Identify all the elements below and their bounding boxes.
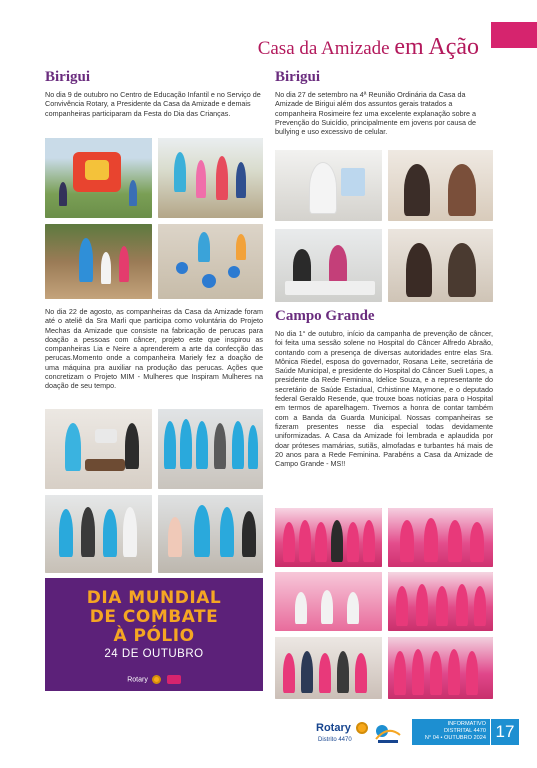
end-polio-icon [167,675,181,684]
info-line1: INFORMATIVO [447,721,486,727]
photo-meeting-presentation [275,150,382,221]
photo-campo-grande-ceremony-1 [275,508,382,567]
right-section2-title: Campo Grande [275,308,375,324]
info-line3: N° 04 • OUTUBRO 2024 [424,735,486,741]
footer-rotary-text: Rotary [316,722,351,734]
photo-campo-grande-authorities [275,637,382,699]
footer-rotary-logo [316,722,368,734]
photo-campo-grande-members [388,637,493,699]
photo-meeting-members-2 [388,229,493,302]
page-number: 17 [491,719,519,745]
left-section1-text: No dia 9 de outubro no Centro de Educação Infantil e no Serviço de Convivência Rotary, a Presidente da Casa da Amizade e demais companheiras participaram da Festa do Dia das Crianças. [45,90,261,118]
photo-children-painting-floor [158,224,263,299]
photo-children-party-kids [158,138,263,218]
info-line2: DISTRITAL 4470 [444,728,486,734]
magazine-section-title [258,34,479,61]
photo-meeting-table [275,229,382,302]
photo-children-playground [45,224,152,299]
rotary-wheel-icon [356,722,368,734]
newsletter-info-box [412,719,490,745]
right-section1-title: Birigui [275,69,321,85]
photo-meeting-members-1 [388,150,493,221]
banner-line2: DE COMBATE [89,607,219,627]
banner-line3: À PÓLIO [113,626,195,646]
left-section1-title: Birigui [45,69,91,85]
photo-sewing-workshop-1 [45,409,152,489]
right-section1-text: No dia 27 de setembro na 4ª Reunião Ordinária da Casa da Amizade de Birigui além dos assuntos gerais tratados a companheira Rosimeire fez uma excelente explanação sobre a Prevenção do Suicídio, principalmente em jovens por causa de bullying e uso excessivo de celular. [275,90,476,137]
photo-wig-donation-1 [45,495,152,573]
banner-date: 24 DE OUTUBRO [104,648,204,660]
banner-rotary-text: Rotary [127,676,148,684]
header-accent-bar [491,22,537,48]
right-section2-text: No dia 1° de outubro, início da campanha de prevenção de câncer, foi feita uma sessão solene no Hospital do Câncer Alfredo Abraão, contando com a presença de diversas autoridades entre elas Sra. Mônica Riedel, esposa do governador, Rosana Leite, secretária de Saúde Municipal, e presidente do Hospital do Câncer Sueli Lopes, a presidente da Rede Feminina, Idelice Souza, e a representante do secretário de Saúde Estadual, Crhistinne Maymone, e o deputado federal Geraldo Resende, que trouxe boas notícias para o Hospital em termos de aparelhagem. Tivemos a honra de contar também com a Banda da Guarda Municipal. Nossas companheiras se fizeram presentes nesse dia especial todas devidamente uniformizadas. A Casa da Amizade foi lembrada e aplaudida por doar próteses mamárias, sutiãs, almofadas e turbantes há mais de 20 anos para a Rede Feminina. Parabéns a Casa da Amizade de Campo Grande - MS!! [275,329,493,469]
photo-sewing-workshop-group [158,409,263,489]
banner-rotary-logo [45,675,263,684]
photo-wig-donation-2 [158,495,263,573]
header-title-part1: Casa da Amizade [257,38,390,59]
banner-line1: DIA MUNDIAL [86,588,222,608]
partner-logo-icon [372,721,404,745]
photo-campo-grande-ceremony-2 [388,508,493,567]
header-title-part2: em Ação [394,34,479,60]
photo-children-party-inflatable [45,138,152,218]
footer-district: Distrito 4470 [318,737,352,743]
photo-campo-grande-stage [275,572,382,631]
polio-day-banner [45,578,263,691]
rotary-wheel-icon [152,675,161,684]
photo-campo-grande-group [388,572,493,631]
left-section2-text: No dia 22 de agosto, as companheiras da Casa da Amizade foram até o ateliê da Sra Marli que participa como voluntária do Projeto Mechas da Amizade que consiste na fabricação de perucas para doação a pessoas com câncer, projeto este que inspirou as companheiras Lia e Neire a aprenderem a arte da confecção das perucas.Momento onde a companheira Mariely fez a doação de uma máquina pra auxiliar na produção das perucas. Ações que concretizam o Projeto MIM - Mulheres que Inspiram Mulheres na doação de seu tempo. [45,307,263,391]
